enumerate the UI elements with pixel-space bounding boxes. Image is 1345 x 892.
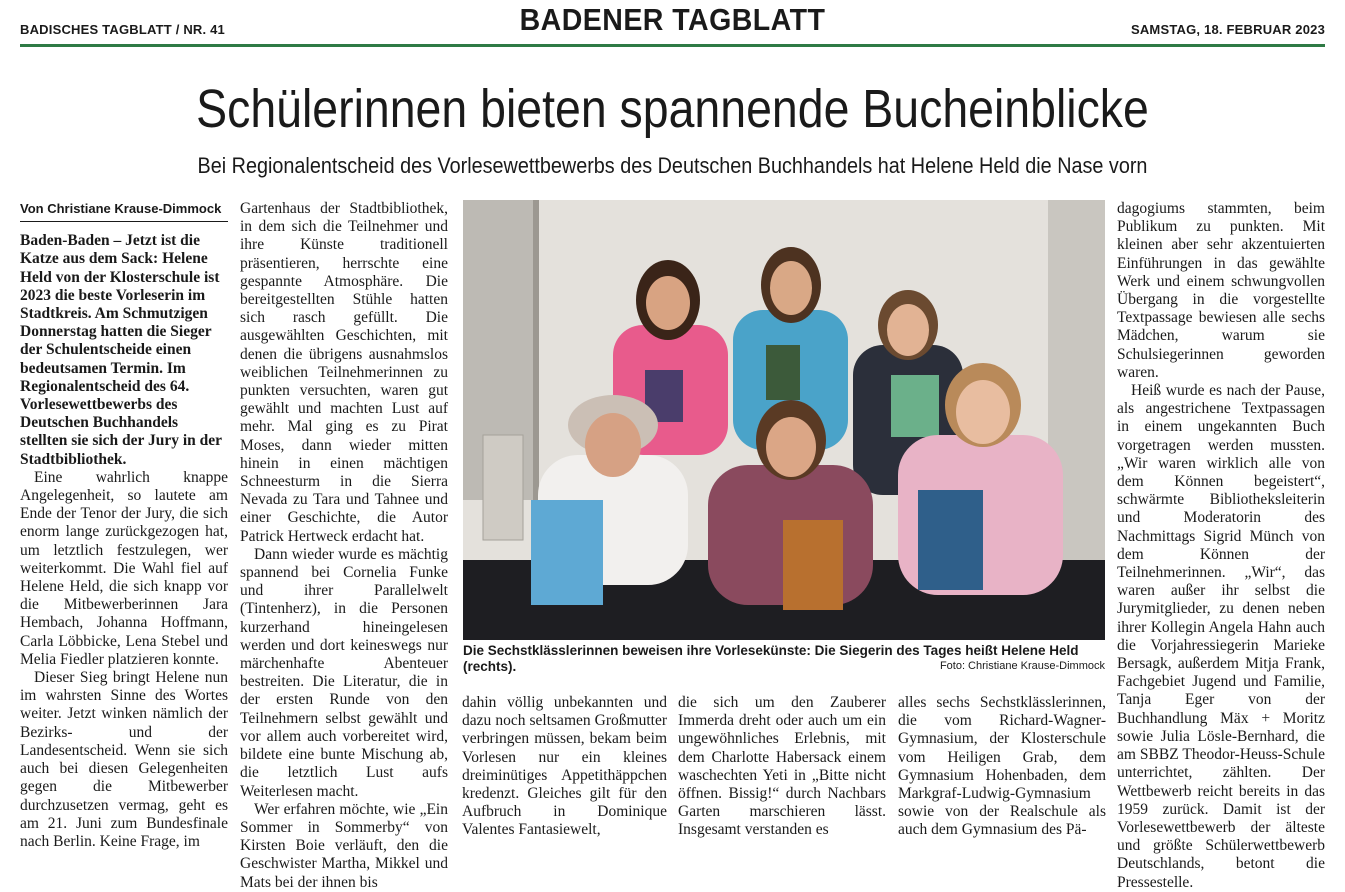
newspaper-title: BADENER TAGBLATT	[519, 2, 826, 37]
photo-illustration	[463, 200, 1105, 640]
photo-caption: Die Sechstklässlerinnen beweisen ihre Vorlesekünste: Die Siegerin des Tages heißt Helene Held (rechts).	[463, 643, 1079, 674]
paragraph: dahin völlig unbekannten und dazu noch seltsamen Großmutter verbringen müssen, bekam beim Vorlesen nur ein kleines dreiminütiges Appetithäppchen kredenzt. Gleiches gilt für den Aufbruch in Dominique Valentes Fantasiewelt,	[462, 694, 667, 839]
paragraph: die sich um den Zauberer Immerda dreht oder auch um ein ungewöhnliches Erlebnis, mit dem Charlotte Habersack einem waschechten Yeti in „Bitte nicht öffnen. Bissig!“ durch Nachbars Garten marschieren lässt. Insgesamt verstanden es	[678, 694, 886, 839]
publication-issue: BADISCHES TAGBLATT / NR. 41	[20, 22, 225, 37]
paragraph: Gartenhaus der Stadtbibliothek, in dem sich die Teilnehmer und ihre Künste traditionell präsentieren, herrschte eine gespannte Atmosphäre. Die bereitgestellten Stühle hatten sich rasch gefüllt. Die ausgewählten Geschichten, mit denen die übrigens ausnahmslos weiblichen Teilnehmerinnen zu punkten versuchten, waren gut gewählt und machten Lust auf mehr. Mal ging es zu Pirat Moses, dann wieder mitten hinein in einen mächtigen Schneesturm in die Sierra Nevada zu Tara und Tahnee und einer Geschichte, die Autor Patrick Hertweck erdacht hat.	[240, 200, 448, 545]
paragraph: Dann wieder wurde es mächtig spannend bei Cornelia Funke und ihrer Parallelwelt (Tintenherz), in die Personen kurzerhand hineingelesen werden und dort keineswegs nur märchenhafte Abenteuer bestreiten. Die Literatur, die in der ersten Runde von den Teilnehmern selbst gewählt und vor allem auch vorbereitet wird, bildete eine bunte Mischung ab, die letztlich Lust aufs Weiterlesen macht.	[240, 545, 448, 800]
publication-date: SAMSTAG, 18. FEBRUAR 2023	[1130, 22, 1325, 37]
paragraph: Dieser Sieg bringt Helene nun im wahrsten Sinne des Wortes weiter. Jetzt winken nämlich der Bezirks- und der Landesentscheid. Wenn sie sich auch bei diesen Gelegenheiten gegen die Mitbewerber durchzusetzen vermag, geht es am 21. Juni zum Bundesfinale nach Berlin. Keine Frage, im	[20, 669, 228, 850]
column-3	[462, 694, 667, 840]
column-2	[240, 200, 448, 892]
paragraph: dagogiums stammten, beim Publikum zu punkten. Mit kleinen aber sehr akzentuierten Einführungen in das gewählte Werk und einem schwungvollen Übergang in die vorgestellte Textpassage bewiesen alle sechs Mädchen, warum sie Schulsiegerinnen geworden waren.	[1117, 200, 1325, 381]
headline: Schülerinnen bieten spannende Bucheinblicke	[196, 79, 1149, 139]
byline: Von Christiane Krause-Dimmock	[20, 200, 228, 222]
paragraph: Eine wahrlich knappe Angelegenheit, so lautete am Ende der Tenor der Jury, die sich enorm lange zurückgezogen hat, um letztlich festzulegen, wer weiterkommt. Die Wahl fiel auf Helene Held, die sich knapp vor die Mitbewerberinnen Jara Hembach, Johanna Hoffmann, Carla Löbbicke, Lena Stebel und Melia Fiedler platzieren konnte.	[20, 468, 228, 668]
column-1	[20, 200, 228, 851]
article-photo	[463, 200, 1105, 640]
column-6	[1117, 200, 1325, 892]
lead-paragraph: Baden-Baden – Jetzt ist die Katze aus dem Sack: Helene Held von der Klosterschule ist 2023 die beste Vorleserin im Stadtkreis. Am Schmutzigen Donnerstag hatten die Sieger der Schulentscheide einen bedeutsamen Termin. Im Regionalentscheid des 64. Vorlesewettbewerbs des Deutschen Buchhandels stellten sie sich der Jury in der Stadtbibliothek.	[20, 232, 222, 468]
masthead	[20, 0, 1325, 47]
paragraph: Wer erfahren möchte, wie „Ein Sommer in Sommerby“ von Kirsten Boie verläuft, den die Geschwister Martha, Mikkel und Mats bei der ihnen bis	[240, 800, 448, 891]
subheadline: Bei Regionalentscheid des Vorlesewettbewerbs des Deutschen Buchhandels hat Helene Held die Nase vorn	[197, 153, 1148, 178]
paragraph: Heiß wurde es nach der Pause, als angestrichene Textpassagen in einem ungekannten Buch vorgetragen werden mussten. „Wir waren wirklich alle von dem Können begeistert“, schwärmte Bibliotheksleiterin und Moderatorin des Nachmittags Sigrid Münch von dem Können der Teilnehmerinnen. „Wir“, das waren außer ihr selbst die Jurymitglieder, zu denen neben ihrer Kollegin Angela Hahn auch die Vorjahressiegerin Marieke Bersagk, außerdem Mitja Frank, Fachgebiet Jugend und Familie, Tanja Eger von der Buchhandlung Mäx + Moritz sowie Julia Lösle-Bernhard, die am SBBZ Theodor-Heuss-Schule unterrichtet, zählten. Der Wettbewerb reicht bereits in das 1959 zurück. Damit ist der Vorlesewettbewerb der älteste und größte Schülerwettbewerb Deutschlands, betont die Pressestelle.	[1117, 382, 1325, 891]
column-4	[678, 694, 886, 840]
column-5	[898, 694, 1106, 840]
paragraph: alles sechs Sechstklässlerinnen, die vom Richard-Wagner-Gymnasium, der Klosterschule vom Heiligen Grab, dem Gymnasium Hohenbaden, dem Markgraf-Ludwig-Gymnasium sowie von der Realschule als auch dem Gymnasium des Pä-	[898, 694, 1106, 839]
photo-credit: Foto: Christiane Krause-Dimmock	[939, 660, 1105, 672]
